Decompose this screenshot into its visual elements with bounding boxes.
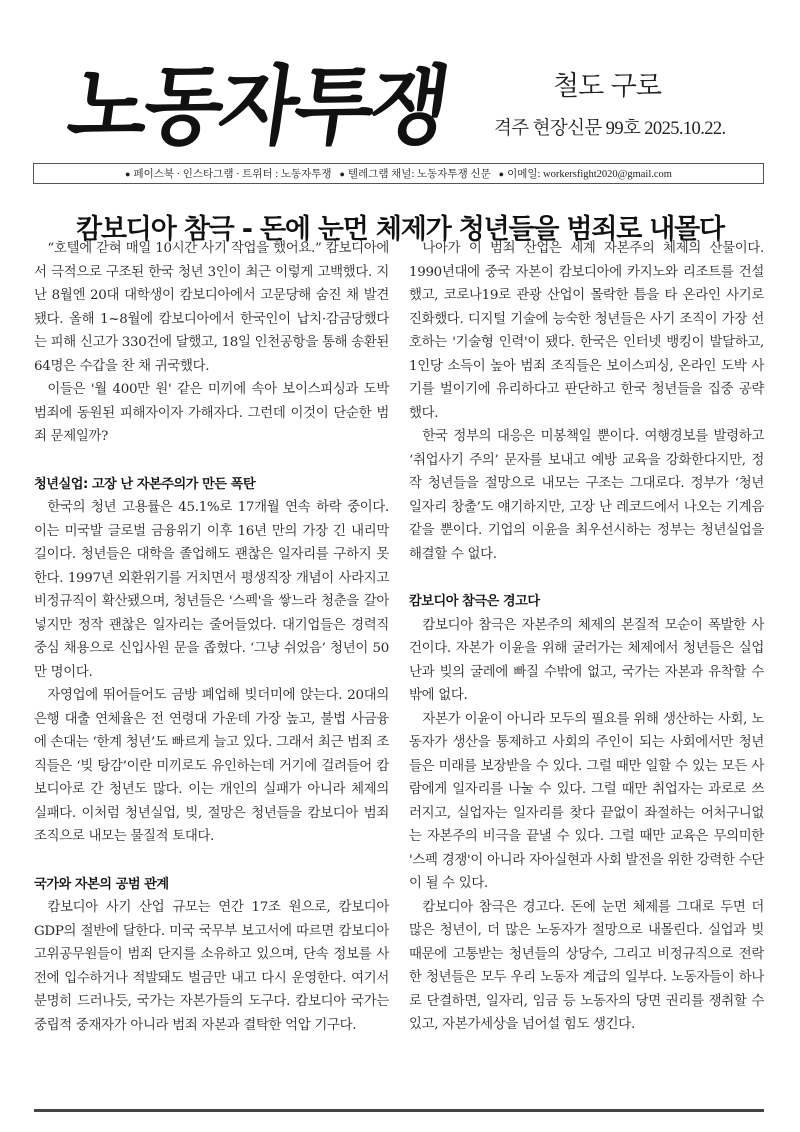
bullet-icon: ● <box>125 169 131 179</box>
spacer <box>34 449 389 473</box>
article-headline: 캄보디아 참극 - 돈에 눈먼 체제가 청년들을 범죄로 내몰다 <box>76 214 724 246</box>
contact-sns <box>125 166 332 181</box>
right-column <box>409 237 764 1037</box>
body-paragraph: 나아가 이 범죄 산업은 세계 자본주의 체제의 산물이다. 1990년대에 중국 자본이 캄보디아에 카지노와 리조트를 건설했고, 코로나19로 관광 산업이 몰락한 틈을 타 온라인 사기로 진화했다. 디지털 기술에 능숙한 청년들은 사기 조직이 가장 선호하는 '기술형 인력'이 됐다. 한국은 인터넷 뱅킹이 발달하고, 1인당 소득이 높아 범죄 조직들은 보이스피싱, 온라인 도박 사기를 벌이기에 유리하다고 판단하고 한국 청년들을 집중 공략했다. <box>409 241 764 421</box>
bullet-icon: ● <box>498 169 505 179</box>
body-paragraph: 캄보디아 참극은 경고다. 돈에 눈먼 체제를 그대로 두면 더 많은 청년이, 더 많은 노동자가 절망으로 내몰린다. 실업과 빚 때문에 고통받는 청년들의 상당수, 그리고 비정규직으로 전락한 청년들은 모두 우리 노동자 계급의 일부다. 노동자들이 하나로 단결하면, 일자리, 임금 등 노동자의 당면 권리를 쟁취할 수 있고, 자본가세상을 넘어설 힘도 생긴다. <box>409 899 764 1032</box>
body-paragraph: 캄보디아 사기 산업 규모는 연간 17조 원으로, 캄보디아 GDP의 절반에 달한다. 미국 국무부 보고서에 따르면 캄보디아 고위공무원들이 범죄 단지를 소유하고 있으며, 단속 정보를 사전에 입수하거나 적발돼도 벌금만 내고 다시 운영한다. 여기서 분명히 드러나듯, 국가는 자본가들의 도구다. 캄보디아 국가는 중립적 중재자가 아니라 범죄 자본과 결탁한 억압 기구다. <box>34 900 389 1033</box>
masthead <box>0 0 800 160</box>
spacer <box>34 849 389 873</box>
section-heading: 청년실업: 고장 난 자본주의가 만든 폭탄 <box>34 476 256 492</box>
intro-paragraph: “호텔에 갇혀 매일 10시간 사기 작업을 했어요.” 캄보디아에서 극적으로 구조된 한국 청년 3인이 최근 이렇게 고백했다. 지난 8월엔 20대 대학생이 캄보디아에서 고문당해 숨진 채 발견됐다. 올해 1~8월에 캄보디아에서 한국인이 납치·감금당했다는 피해 신고가 330건에 달했고, 18일 인천공항을 통해 송환된 64명은 수갑을 찬 채 귀국했다. <box>34 241 389 374</box>
body-paragraph: 한국 정부의 대응은 미봉책일 뿐이다. 여행경보를 발령하고 ‘취업사기 주의’ 문자를 보내고 예방 교육을 강화한다지만, 정작 청년들을 절망으로 내모는 구조는 그대로다. 정부가 ‘청년 일자리 창출’도 얘기하지만, 고장 난 레코드에서 나오는 기계음 같을 뿐이다. 기업의 이윤을 최우선시하는 정부는 청년실업을 해결할 수 없다. <box>409 429 764 562</box>
contact-email <box>499 166 672 181</box>
body-paragraph: 캄보디아 참극은 자본주의 체제의 본질적 모순이 폭발한 사건이다. 자본가 이윤을 위해 굴러가는 체제에서 청년들은 실업난과 빚의 굴레에 빠질 수밖에 없고, 국가는 자본과 유착할 수밖에 없다. <box>409 617 764 703</box>
body-paragraph: 한국의 청년 고용률은 45.1%로 17개월 연속 하락 중이다. 이는 미국발 글로벌 금융위기 이후 16년 만의 가장 긴 내리막길이다. 청년들은 대학을 졸업해도 괜찮은 일자리를 구하지 못한다. 1997년 외환위기를 거치면서 평생직장 개념이 사라지고 비정규직이 확산됐으며, 청년들은 '스펙'을 쌓느라 청춘을 갈아넣지만 정작 괜찮은 일자리는 줄어들었다. 대기업들은 경력직 중심 채용으로 신입사원 문을 좁혔다. ‘그냥 쉬었음’ 청년이 50만 명이다. <box>34 500 389 680</box>
bullet-icon: ● <box>339 169 345 179</box>
email-text: 이메일: workersfight2020@gmail.com <box>507 169 672 180</box>
spacer <box>409 566 764 590</box>
contact-bar <box>33 163 764 184</box>
section-heading: 국가와 자본의 공범 관계 <box>34 876 169 892</box>
body-paragraph: 자영업에 뛰어들어도 금방 폐업해 빚더미에 앉는다. 20대의 은행 대출 연체율은 전 연령대 가운데 가장 높고, 불법 사금융에 손대는 ‘한계 청년’도 빠르게 늘고 있다. 그래서 최근 범죄 조직들은 ‘빚 탕감’이란 미끼로도 유인하는데 거기에 걸려들어 캄보디아로 간 청년도 많다. 이는 개인의 실패가 아니라 체제의 실패다. 이처럼 청년실업, 빚, 절망은 청년들을 캄보디아 범죄 조직으로 내모는 물질적 토대다. <box>34 688 389 844</box>
section-heading: 캄보디아 참극은 경고다 <box>409 594 540 609</box>
body-paragraph: 자본가 이윤이 아니라 모두의 필요를 위해 생산하는 사회, 노동자가 생산을 통제하고 사회의 주인이 되는 사회에서만 청년들은 미래를 보장받을 수 있다. 그럴 때만 일할 수 있는 모든 사람에게 일자리를 나눌 수 있다. 그럴 때만 취업자는 과로로 쓰러지고, 실업자는 일자리를 찾다 끝없이 좌절하는 어처구니없는 자본주의 비극을 끝낼 수 있다. 그럴 때만 교육은 무의미한 '스펙 경쟁'이 아니라 자아실현과 사회 발전을 위한 강력한 수단이 될 수 있다. <box>409 711 764 891</box>
intro-paragraph: 이들은 '월 400만 원' 같은 미끼에 속아 보이스피싱과 도박 범죄에 동원된 피해자이자 가해자다. 그런데 이것이 단순한 범죄 문제일까? <box>34 382 389 444</box>
issue-info: 격주 현장신문 99호 2025.10.22. <box>494 119 726 139</box>
telegram-text: 텔레그램 채널: 노동자투쟁 신문 <box>347 169 491 180</box>
left-column <box>34 237 389 1037</box>
newspaper-logo: 노동자투쟁 <box>62 57 453 157</box>
contact-telegram <box>340 166 491 181</box>
bottom-divider <box>34 1109 764 1112</box>
edition-label: 철도 구로 <box>553 71 661 102</box>
sns-text: 페이스북 · 인스타그램 · 트위터 : 노동자투쟁 <box>133 169 332 180</box>
